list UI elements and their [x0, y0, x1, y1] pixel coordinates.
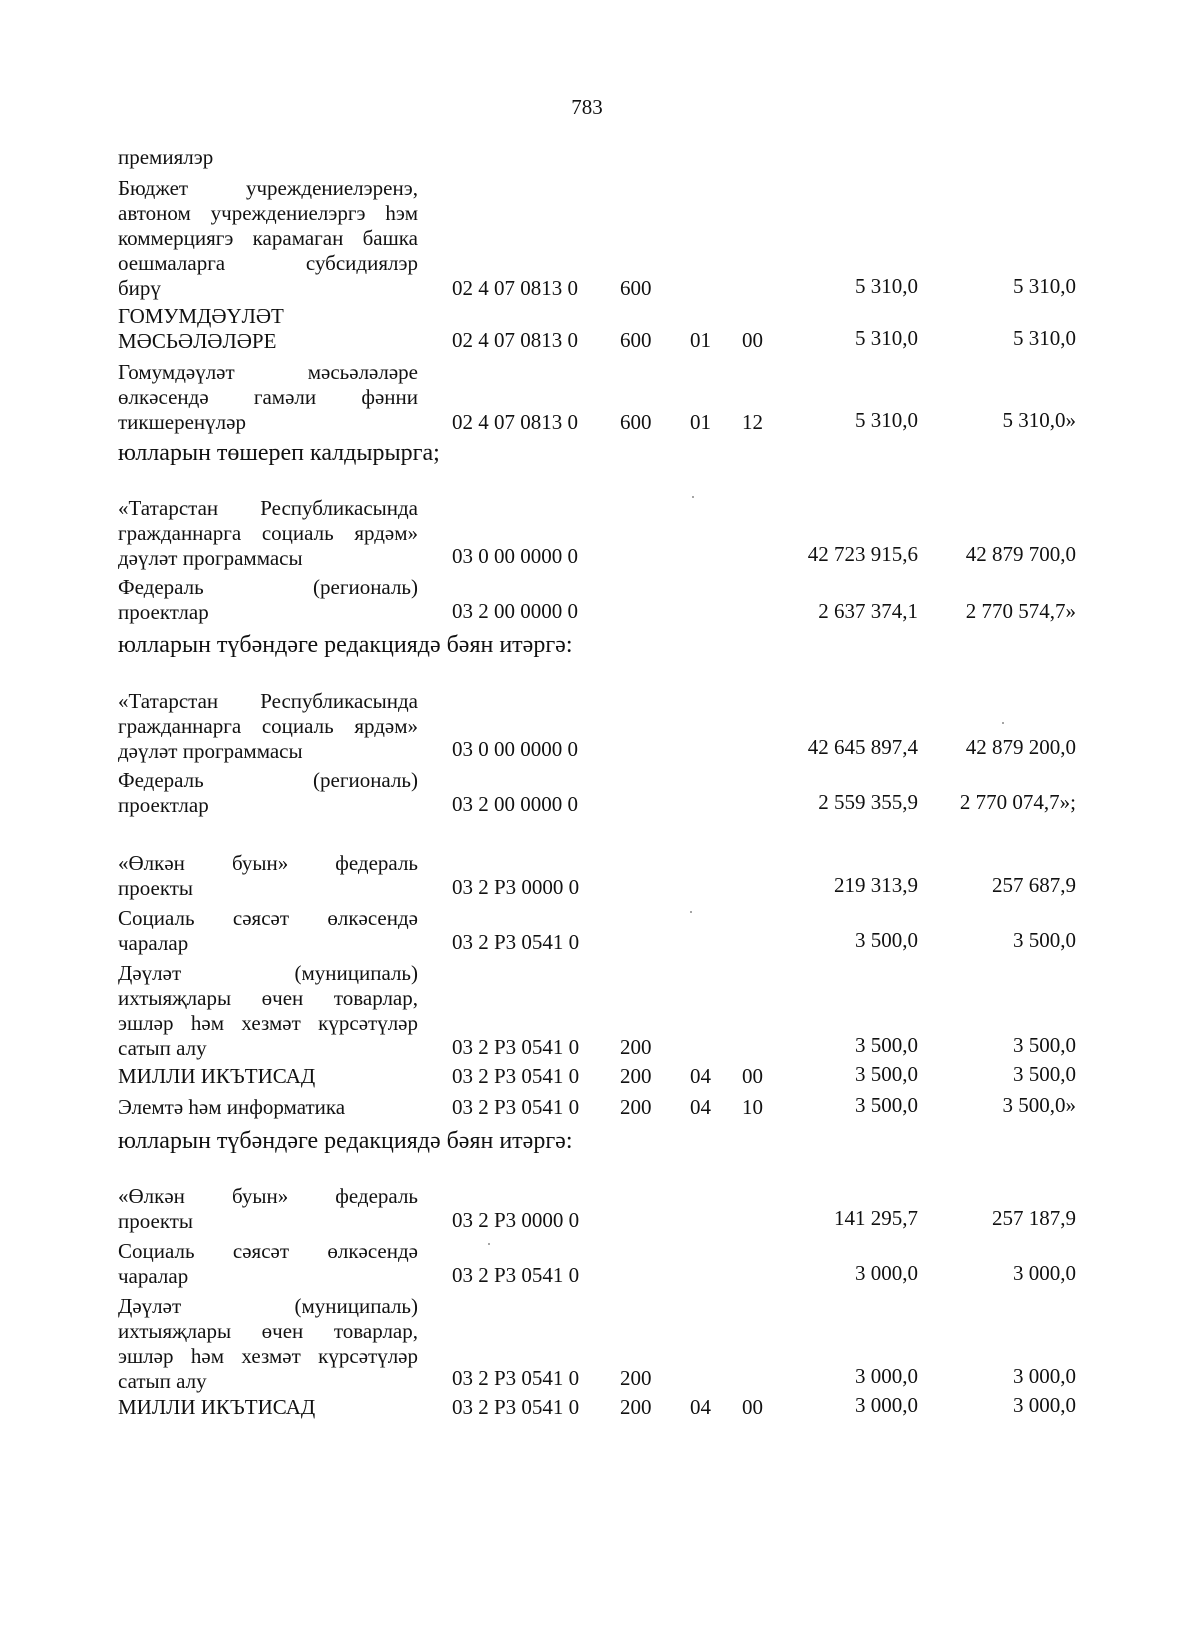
sum-year-2: 3 500,0»	[1002, 1093, 1076, 1117]
target-code: 03 2 00 0000 0	[452, 792, 578, 816]
expense-type: 200	[620, 1395, 652, 1419]
target-code: 03 2 P3 0541 0	[452, 1366, 580, 1390]
target-code: 03 2 P3 0541 0	[452, 1095, 580, 1119]
section-code: 04	[690, 1064, 711, 1088]
target-code: 02 4 07 0813 0	[452, 276, 578, 300]
expense-type: 200	[620, 1366, 652, 1390]
target-code: 03 2 P3 0541 0	[452, 1035, 580, 1059]
row-name: МИЛЛИ ИКЪТИСАД	[118, 1395, 316, 1419]
target-code: 03 2 P3 0000 0	[452, 1208, 580, 1232]
sum-year-2: 2 770 074,7»;	[959, 790, 1076, 814]
scan-speck	[690, 911, 692, 913]
sum-year-2: 257 687,9	[992, 873, 1076, 897]
section-code: 01	[690, 328, 711, 352]
sum-year-2: 3 000,0	[1013, 1393, 1076, 1417]
scan-speck	[1002, 722, 1004, 724]
subsection-code: 10	[742, 1095, 763, 1119]
sum-year-1: 219 313,9	[834, 873, 918, 897]
row-name: ГОМУМДӘҮЛӘТ МӘСЬӘЛӘЛӘРЕ	[118, 304, 284, 353]
target-code: 03 2 P3 0541 0	[452, 1395, 580, 1419]
expense-type: 200	[620, 1035, 652, 1059]
sum-year-1: 3 000,0	[855, 1261, 918, 1285]
row-name: Дәүләт (муниципаль) ихтыяҗлары өчен товарлар, эшләр hәм хезмәт күрсәтүләр сатып алу	[118, 1294, 418, 1393]
target-code: 03 2 P3 0541 0	[452, 1064, 580, 1088]
sum-year-2: 5 310,0	[1013, 274, 1076, 298]
sum-year-2: 3 000,0	[1013, 1364, 1076, 1388]
section-code: 04	[690, 1395, 711, 1419]
instruction-text: юлларын түбәндәге редакциядә бәян итәргә:	[118, 1128, 573, 1154]
row-name: Элемтә hәм информатика	[118, 1095, 346, 1119]
sum-year-1: 3 500,0	[855, 1033, 918, 1057]
page-number: 783	[571, 95, 603, 119]
subsection-code: 00	[742, 1395, 763, 1419]
sum-year-1: 141 295,7	[834, 1206, 918, 1230]
sum-year-2: 5 310,0»	[1002, 408, 1076, 432]
expense-type: 200	[620, 1095, 652, 1119]
sum-year-2: 2 770 574,7»	[965, 599, 1076, 623]
sum-year-2: 3 500,0	[1013, 1033, 1076, 1057]
scan-speck	[488, 1243, 490, 1245]
row-name: премиялэр	[118, 145, 214, 169]
target-code: 03 2 00 0000 0	[452, 599, 578, 623]
sum-year-1: 3 500,0	[855, 1093, 918, 1117]
scan-speck	[692, 496, 694, 498]
sum-year-1: 42 723 915,6	[807, 542, 918, 566]
sum-year-2: 42 879 700,0	[965, 542, 1076, 566]
sum-year-2: 3 500,0	[1013, 1062, 1076, 1086]
target-code: 03 2 P3 0541 0	[452, 1263, 580, 1287]
sum-year-1: 3 000,0	[855, 1393, 918, 1417]
row-name: «Татарстан Республикасында гражданнарга социаль ярдәм» дәүләт программасы	[118, 689, 418, 763]
sum-year-1: 5 310,0	[855, 274, 918, 298]
row-name: Федераль (региональ) проектлар	[118, 768, 418, 817]
instruction-text: юлларын түбәндәге редакциядә бәян итәргә:	[118, 632, 573, 658]
sum-year-1: 5 310,0	[855, 326, 918, 350]
row-name: Гомумдәүләт мәсьәләләре өлкәсендә гамәли фәнни тикшеренүләр	[118, 360, 418, 434]
row-name: МИЛЛИ ИКЪТИСАД	[118, 1064, 316, 1088]
sum-year-2: 5 310,0	[1013, 326, 1076, 350]
row-name: Бюджет учреждениелэренэ, автоном учреждениелэргэ hэм коммерциягэ карамаган башка оешмаларга субсидиялэр бирү	[118, 176, 418, 300]
target-code: 03 0 00 0000 0	[452, 544, 578, 568]
target-code: 02 4 07 0813 0	[452, 410, 578, 434]
section-code: 01	[690, 410, 711, 434]
sum-year-2: 3 000,0	[1013, 1261, 1076, 1285]
target-code: 03 0 00 0000 0	[452, 737, 578, 761]
row-name: Социаль сәясәт өлкәсендә чаралар	[118, 906, 418, 955]
sum-year-2: 42 879 200,0	[965, 735, 1076, 759]
instruction-text: юлларын төшереп калдырырга;	[118, 440, 440, 466]
sum-year-1: 3 000,0	[855, 1364, 918, 1388]
row-name: Федераль (региональ) проектлар	[118, 575, 418, 624]
expense-type: 600	[620, 276, 652, 300]
sum-year-1: 2 637 374,1	[818, 599, 918, 623]
row-name: «Өлкән буын» федераль проекты	[118, 851, 418, 900]
row-name: «Татарстан Республикасында гражданнарга социаль ярдәм» дәүләт программасы	[118, 496, 418, 570]
subsection-code: 00	[742, 1064, 763, 1088]
row-name: «Өлкән буын» федераль проекты	[118, 1184, 418, 1233]
expense-type: 600	[620, 328, 652, 352]
sum-year-1: 2 559 355,9	[818, 790, 918, 814]
subsection-code: 00	[742, 328, 763, 352]
sum-year-1: 3 500,0	[855, 1062, 918, 1086]
subsection-code: 12	[742, 410, 763, 434]
expense-type: 600	[620, 410, 652, 434]
sum-year-2: 257 187,9	[992, 1206, 1076, 1230]
expense-type: 200	[620, 1064, 652, 1088]
sum-year-1: 3 500,0	[855, 928, 918, 952]
sum-year-1: 42 645 897,4	[807, 735, 918, 759]
sum-year-1: 5 310,0	[855, 408, 918, 432]
target-code: 02 4 07 0813 0	[452, 328, 578, 352]
target-code: 03 2 P3 0000 0	[452, 875, 580, 899]
target-code: 03 2 P3 0541 0	[452, 930, 580, 954]
section-code: 04	[690, 1095, 711, 1119]
sum-year-2: 3 500,0	[1013, 928, 1076, 952]
row-name: Социаль сәясәт өлкәсендә чаралар	[118, 1239, 418, 1288]
row-name: Дәүләт (муниципаль) ихтыяҗлары өчен товарлар, эшләр hәм хезмәт күрсәтүләр сатып алу	[118, 961, 418, 1060]
